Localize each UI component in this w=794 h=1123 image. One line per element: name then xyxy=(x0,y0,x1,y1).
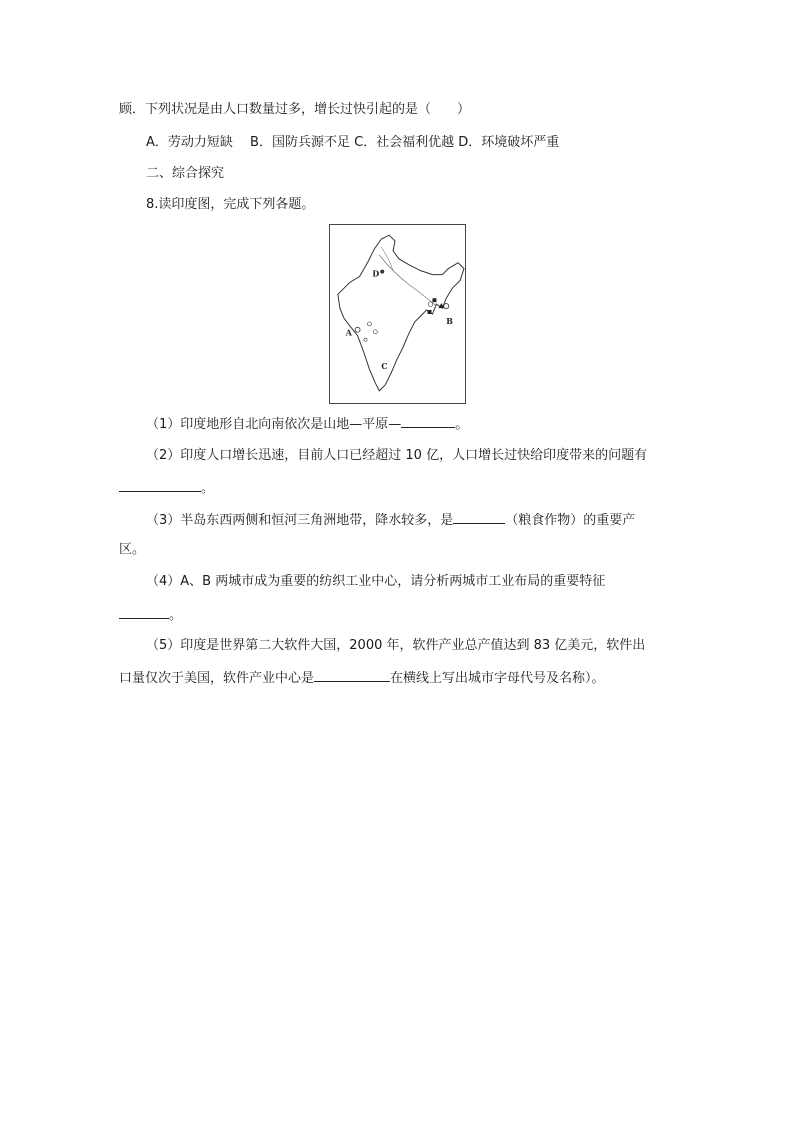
section-title: 二、综合探究 xyxy=(146,166,225,181)
map-label-d: D xyxy=(372,269,380,279)
answer-blank[interactable] xyxy=(453,509,505,524)
question-7-options: A．劳动力短缺 B．国防兵源不足 C．社会福利优越 D．环境破坏严重 xyxy=(146,135,560,150)
mine-marker xyxy=(428,302,433,307)
question-8-5-end: 在横线上写出城市字母代号及名称）。 xyxy=(390,671,605,686)
ganges-river xyxy=(379,255,436,306)
coal-marker xyxy=(432,298,436,302)
mine-marker xyxy=(367,322,371,326)
question-8-5-line2 xyxy=(119,667,605,689)
map-label-b: B xyxy=(446,316,453,326)
india-map-drawing xyxy=(330,225,465,403)
question-8-2-answer-line xyxy=(119,477,214,499)
industry-marker xyxy=(428,310,432,314)
question-8-4-answer-line xyxy=(119,604,182,626)
question-8-1-end: 。 xyxy=(455,417,469,432)
question-8-3-end: （粮食作物）的重要产 xyxy=(505,513,636,528)
answer-blank[interactable] xyxy=(119,477,201,492)
question-8-3 xyxy=(146,509,635,531)
question-8-3-line2: 区。 xyxy=(119,542,146,557)
answer-blank[interactable] xyxy=(314,667,390,682)
question-8-3-text: （3）半岛东西两侧和恒河三角洲地带，降水较多，是 xyxy=(146,513,454,528)
map-label-a: A xyxy=(345,328,352,338)
city-b-marker xyxy=(444,304,449,309)
question-8-5-text: 口量仅次于美国，软件产业中心是 xyxy=(119,671,315,686)
city-d-marker xyxy=(380,270,384,274)
question-8-stem: 8.读印度图，完成下列各题。 xyxy=(146,197,315,212)
question-8-2: （2）印度人口增长迅速，目前人口已经超过 10 亿，人口增长过快给印度带来的问题有 xyxy=(146,448,648,463)
question-8-2-end: 。 xyxy=(201,481,215,496)
question-8-5: （5）印度是世界第二大软件大国，2000 年，软件产业总产值达到 83 亿美元，软件出 xyxy=(146,638,646,653)
map-label-c: C xyxy=(381,362,388,372)
question-8-4: （4）A、B 两城市成为重要的纺织工业中心，请分析两城市工业布局的重要特征 xyxy=(146,574,606,589)
india-map xyxy=(329,224,466,404)
city-a-marker xyxy=(355,327,360,332)
question-8-1 xyxy=(146,413,468,435)
question-8-4-end: 。 xyxy=(169,608,183,623)
mine-marker xyxy=(373,330,377,334)
river-branch xyxy=(381,247,393,271)
answer-blank[interactable] xyxy=(119,604,169,619)
question-8-1-text: （1）印度地形自北向南依次是山地—平原— xyxy=(146,417,402,432)
india-outline xyxy=(338,235,464,391)
question-7-stem: 顾．下列状况是由人口数量过多，增长过快引起的是（ ） xyxy=(119,102,471,117)
answer-blank[interactable] xyxy=(401,413,455,428)
mine-marker xyxy=(364,338,367,341)
